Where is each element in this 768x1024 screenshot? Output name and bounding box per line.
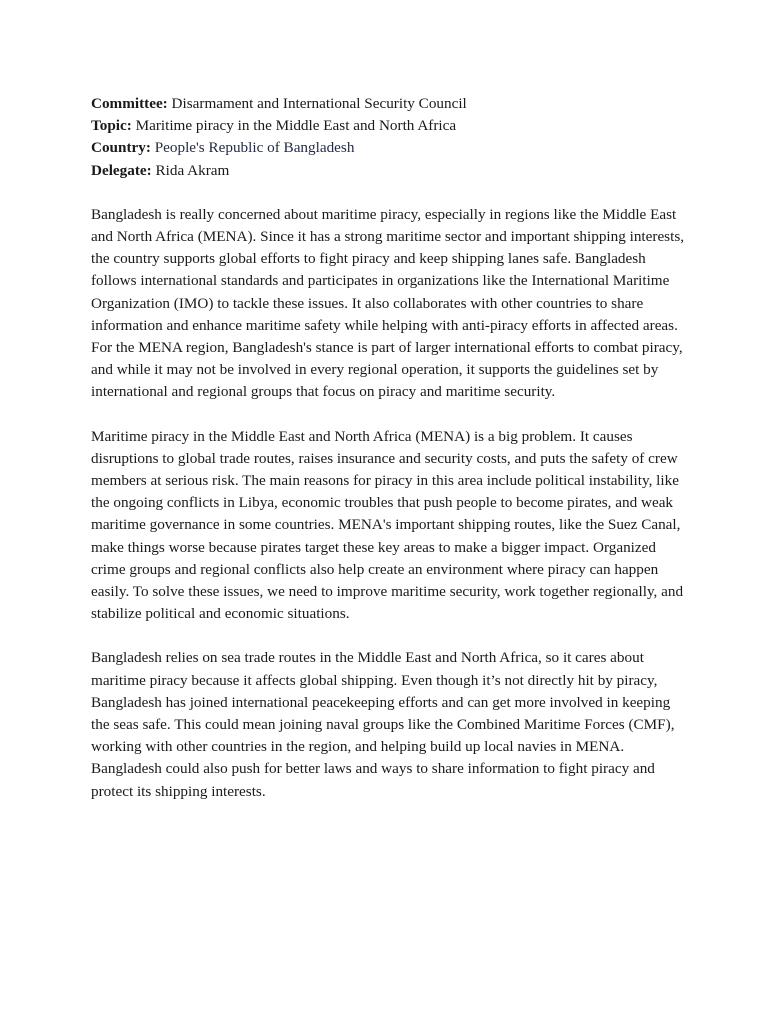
body-paragraph-2: Maritime piracy in the Middle East and North Africa (MENA) is a big problem. It causes disruptions to global trade routes, raises insurance and security costs, and puts the safety of crew members at serious risk. The main reasons for piracy in this area include political instability, like the ongoing conflicts in Libya, economic troubles that push people to become pirates, and weak maritime governance in some countries. MENA's important shipping routes, like the Suez Canal, make things worse because pirates target these key areas to make a bigger impact. Organized crime groups and regional conflicts also help create an environment where piracy can happen easily. To solve these issues, we need to improve maritime security, work together regionally, and stabilize political and economic situations. — [91, 427, 684, 623]
delegate-value: Rida Akram — [155, 161, 230, 179]
topic-label: Topic: — [91, 117, 132, 135]
delegate-label: Delegate: — [91, 161, 152, 179]
committee-label: Committee: — [91, 95, 168, 112]
country-value: People's Republic of Bangladesh — [154, 139, 355, 157]
country-line — [91, 137, 691, 159]
committee-value: Disarmament and International Security Council — [171, 95, 467, 112]
committee-line — [91, 93, 691, 115]
document-page — [91, 93, 691, 825]
body-paragraph-3: Bangladesh relies on sea trade routes in the Middle East and North Africa, so it cares about maritime piracy because it affects global shipping. Even though it’s not directly hit by piracy, Bangladesh has joined international peacekeeping efforts and can get more involved in keeping the seas safe. This could mean joining naval groups like the Combined Maritime Forces (CMF), working with other countries in the region, and helping build up local navies in MENA. Bangladesh could also push for better laws and ways to share information to fight piracy and protect its shipping interests. — [91, 649, 675, 800]
topic-line — [91, 115, 691, 137]
country-label: Country: — [91, 139, 151, 157]
delegate-line — [91, 160, 691, 182]
topic-value: Maritime piracy in the Middle East and North Africa — [135, 117, 457, 135]
header-block — [91, 93, 691, 182]
body-paragraph-1: Bangladesh is really concerned about maritime piracy, especially in regions like the Middle East and North Africa (MENA). Since it has a strong maritime sector and important shipping interests, the country supports global efforts to fight piracy and keep shipping lanes safe. Bangladesh follows international standards and participates in organizations like the International Maritime Organization (IMO) to tackle these issues. It also collaborates with other countries to share information and enhance maritime safety while helping with anti-piracy efforts in affected areas. For the MENA region, Bangladesh's stance is part of larger international efforts to combat piracy, and while it may not be involved in every regional operation, it supports the guidelines set by international and regional groups that focus on piracy and maritime security. — [91, 205, 685, 401]
